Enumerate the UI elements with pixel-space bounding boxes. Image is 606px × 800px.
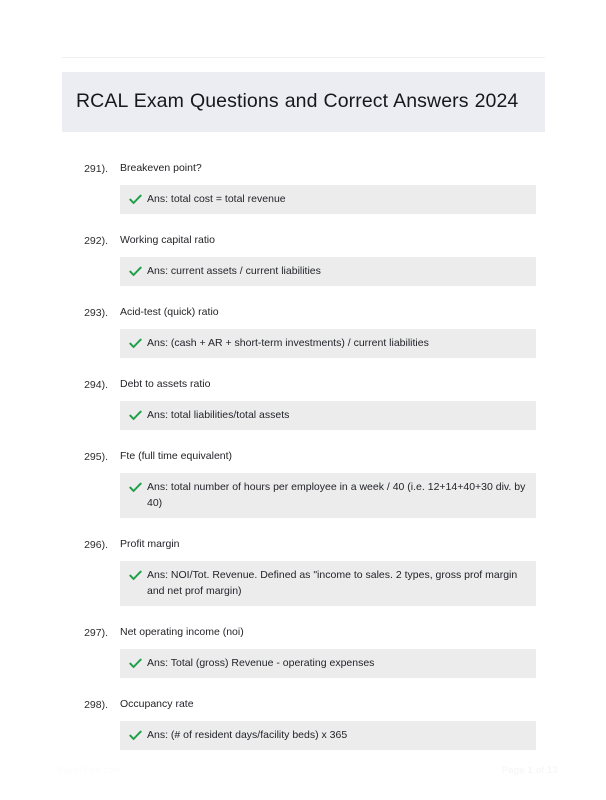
answer-text: Ans: Total (gross) Revenue - operating expenses xyxy=(147,657,375,669)
question-text: Fte (full time equivalent) xyxy=(120,450,233,462)
qa-item xyxy=(0,304,606,358)
check-icon xyxy=(129,481,142,494)
question-text: Breakeven point? xyxy=(120,162,202,174)
question-number: 292). xyxy=(84,235,108,247)
question-row xyxy=(0,448,606,465)
question-row xyxy=(0,624,606,641)
question-number: 293). xyxy=(84,307,108,319)
question-text: Acid-test (quick) ratio xyxy=(120,306,219,318)
footer-watermark: PaperTitle.com xyxy=(58,765,121,775)
question-text: Debt to assets ratio xyxy=(120,378,211,390)
answer-box xyxy=(120,561,536,606)
question-number: 294). xyxy=(84,379,108,391)
answer-box xyxy=(120,185,536,214)
answer-text: Ans: total number of hours per employee in a week / 40 (i.e. 12+14+40+30 div. by 40) xyxy=(147,481,526,509)
question-row xyxy=(0,696,606,713)
qa-item xyxy=(0,448,606,518)
qa-item xyxy=(0,536,606,606)
qa-item xyxy=(0,624,606,678)
answer-box xyxy=(120,721,536,750)
question-row xyxy=(0,536,606,553)
footer-page-number: Page 1 of 13 xyxy=(501,765,558,776)
question-number: 298). xyxy=(84,699,108,711)
check-icon xyxy=(129,193,142,206)
answer-text: Ans: (# of resident days/facility beds) x 365 xyxy=(147,729,348,741)
question-answer-list xyxy=(0,160,606,768)
question-text: Profit margin xyxy=(120,538,180,550)
page-title: RCAL Exam Questions and Correct Answers 2024 xyxy=(76,90,519,112)
question-row xyxy=(0,160,606,177)
question-row xyxy=(0,304,606,321)
question-number: 296). xyxy=(84,539,108,551)
page-footer xyxy=(0,756,606,800)
qa-item xyxy=(0,232,606,286)
question-number: 291). xyxy=(84,163,108,175)
question-row xyxy=(0,376,606,393)
answer-box xyxy=(120,649,536,678)
answer-text: Ans: total cost = total revenue xyxy=(147,193,286,205)
answer-box xyxy=(120,257,536,286)
qa-item xyxy=(0,696,606,750)
check-icon xyxy=(129,409,142,422)
qa-item xyxy=(0,376,606,430)
question-number: 297). xyxy=(84,627,108,639)
answer-text: Ans: NOI/Tot. Revenue. Defined as "income to sales. 2 types, gross prof margin and net prof margin) xyxy=(147,569,518,597)
answer-text: Ans: (cash + AR + short-term investments) / current liabilities xyxy=(147,337,429,349)
answer-box xyxy=(120,329,536,358)
question-row xyxy=(0,232,606,249)
check-icon xyxy=(129,265,142,278)
qa-item xyxy=(0,160,606,214)
top-divider xyxy=(62,57,545,58)
answer-box xyxy=(120,401,536,430)
check-icon xyxy=(129,337,142,350)
question-text: Net operating income (noi) xyxy=(120,626,244,638)
check-icon xyxy=(129,729,142,742)
question-text: Occupancy rate xyxy=(120,698,194,710)
question-text: Working capital ratio xyxy=(120,234,215,246)
document-header xyxy=(62,72,545,132)
check-icon xyxy=(129,657,142,670)
question-number: 295). xyxy=(84,451,108,463)
answer-text: Ans: current assets / current liabilities xyxy=(147,265,321,277)
check-icon xyxy=(129,569,142,582)
answer-box xyxy=(120,473,536,518)
answer-text: Ans: total liabilities/total assets xyxy=(147,409,290,421)
